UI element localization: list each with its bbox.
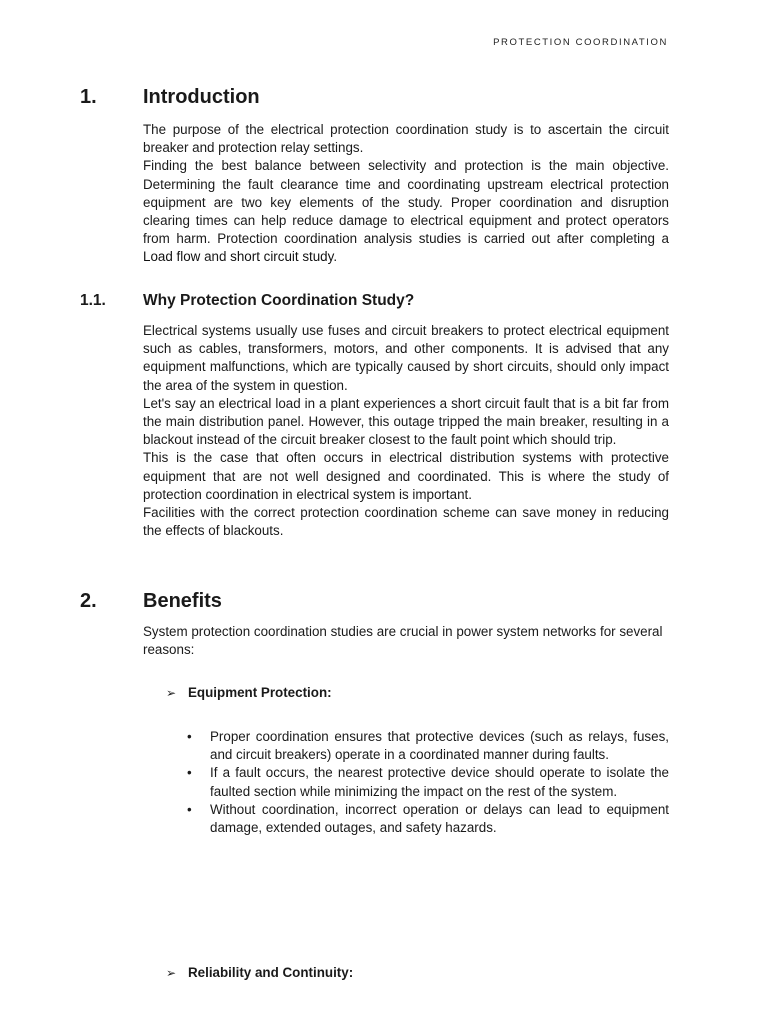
short-circuit-study-link[interactable]: short circuit study <box>230 249 334 265</box>
subheading-label: Reliability and Continuity: <box>188 965 354 980</box>
section-number: 1. <box>80 86 97 108</box>
section-title: Introduction <box>143 86 260 108</box>
reliability-continuity-heading <box>166 965 353 980</box>
section-title: Benefits <box>143 590 222 612</box>
paragraph: Electrical systems usually use fuses and circuit breakers to protect electrical equipment such as cables, transformers, motors, and other components. It is advised that any equipment malfunctions, which are typically caused by short circuits, should only impact the area of the system in question. <box>143 323 669 393</box>
running-header: PROTECTION COORDINATION <box>493 37 668 48</box>
paragraph: Finding the best balance between selectivity and protection is the main objective. Determining the fault clearance time and coordinating upstream electrical protection equipment are two key elements of the study. Proper coordination and disruption clearing times can help reduce damage to electrical equipment and protect operators from harm. Protection coordination analysis studies is carried out after completing a Load flow and short circuit study. <box>143 158 669 265</box>
list-item: • Without coordination, incorrect operation or delays can lead to equipment damage, extended outages, and safety hazards. <box>187 801 669 837</box>
arrow-bullet-icon: ➢ <box>166 686 177 700</box>
section-title: Why Protection Coordination Study? <box>143 292 415 309</box>
why-body <box>143 322 669 540</box>
section-number: 1.1. <box>80 292 106 309</box>
paragraph: System protection coordination studies are crucial in power system networks for several reasons: <box>143 624 663 658</box>
equipment-protection-heading <box>166 685 332 700</box>
load-flow-link[interactable]: Load flow <box>143 249 201 265</box>
arrow-bullet-icon: ➢ <box>166 966 177 980</box>
paragraph: Facilities with the correct protection coordination scheme can save money in reducing the effects of blackouts. <box>143 505 669 539</box>
list-item: • Proper coordination ensures that protective devices (such as relays, fuses, and circuit breakers) operate in a coordinated manner during faults. <box>187 728 669 764</box>
introduction-body <box>143 121 669 267</box>
subheading-label: Equipment Protection: <box>188 685 332 700</box>
paragraph: This is the case that often occurs in electrical distribution systems with protective equipment that are not well designed and coordinated. This is where the study of protection coordination in electrical system is important. <box>143 450 669 502</box>
paragraph: Let's say an electrical load in a plant experiences a short circuit fault that is a bit far from the main distribution panel. However, this outage tripped the main breaker, resulting in a blackout instead of the circuit breaker closest to the fault point which should trip. <box>143 395 669 448</box>
section-number: 2. <box>80 590 97 612</box>
paragraph: The purpose of the electrical protection coordination study is to ascertain the circuit breaker and protection relay settings. <box>143 122 669 156</box>
benefits-intro <box>143 623 663 659</box>
list-item: • If a fault occurs, the nearest protective device should operate to isolate the faulted section while minimizing the impact on the rest of the system. <box>187 764 669 800</box>
equipment-protection-list <box>187 728 669 837</box>
